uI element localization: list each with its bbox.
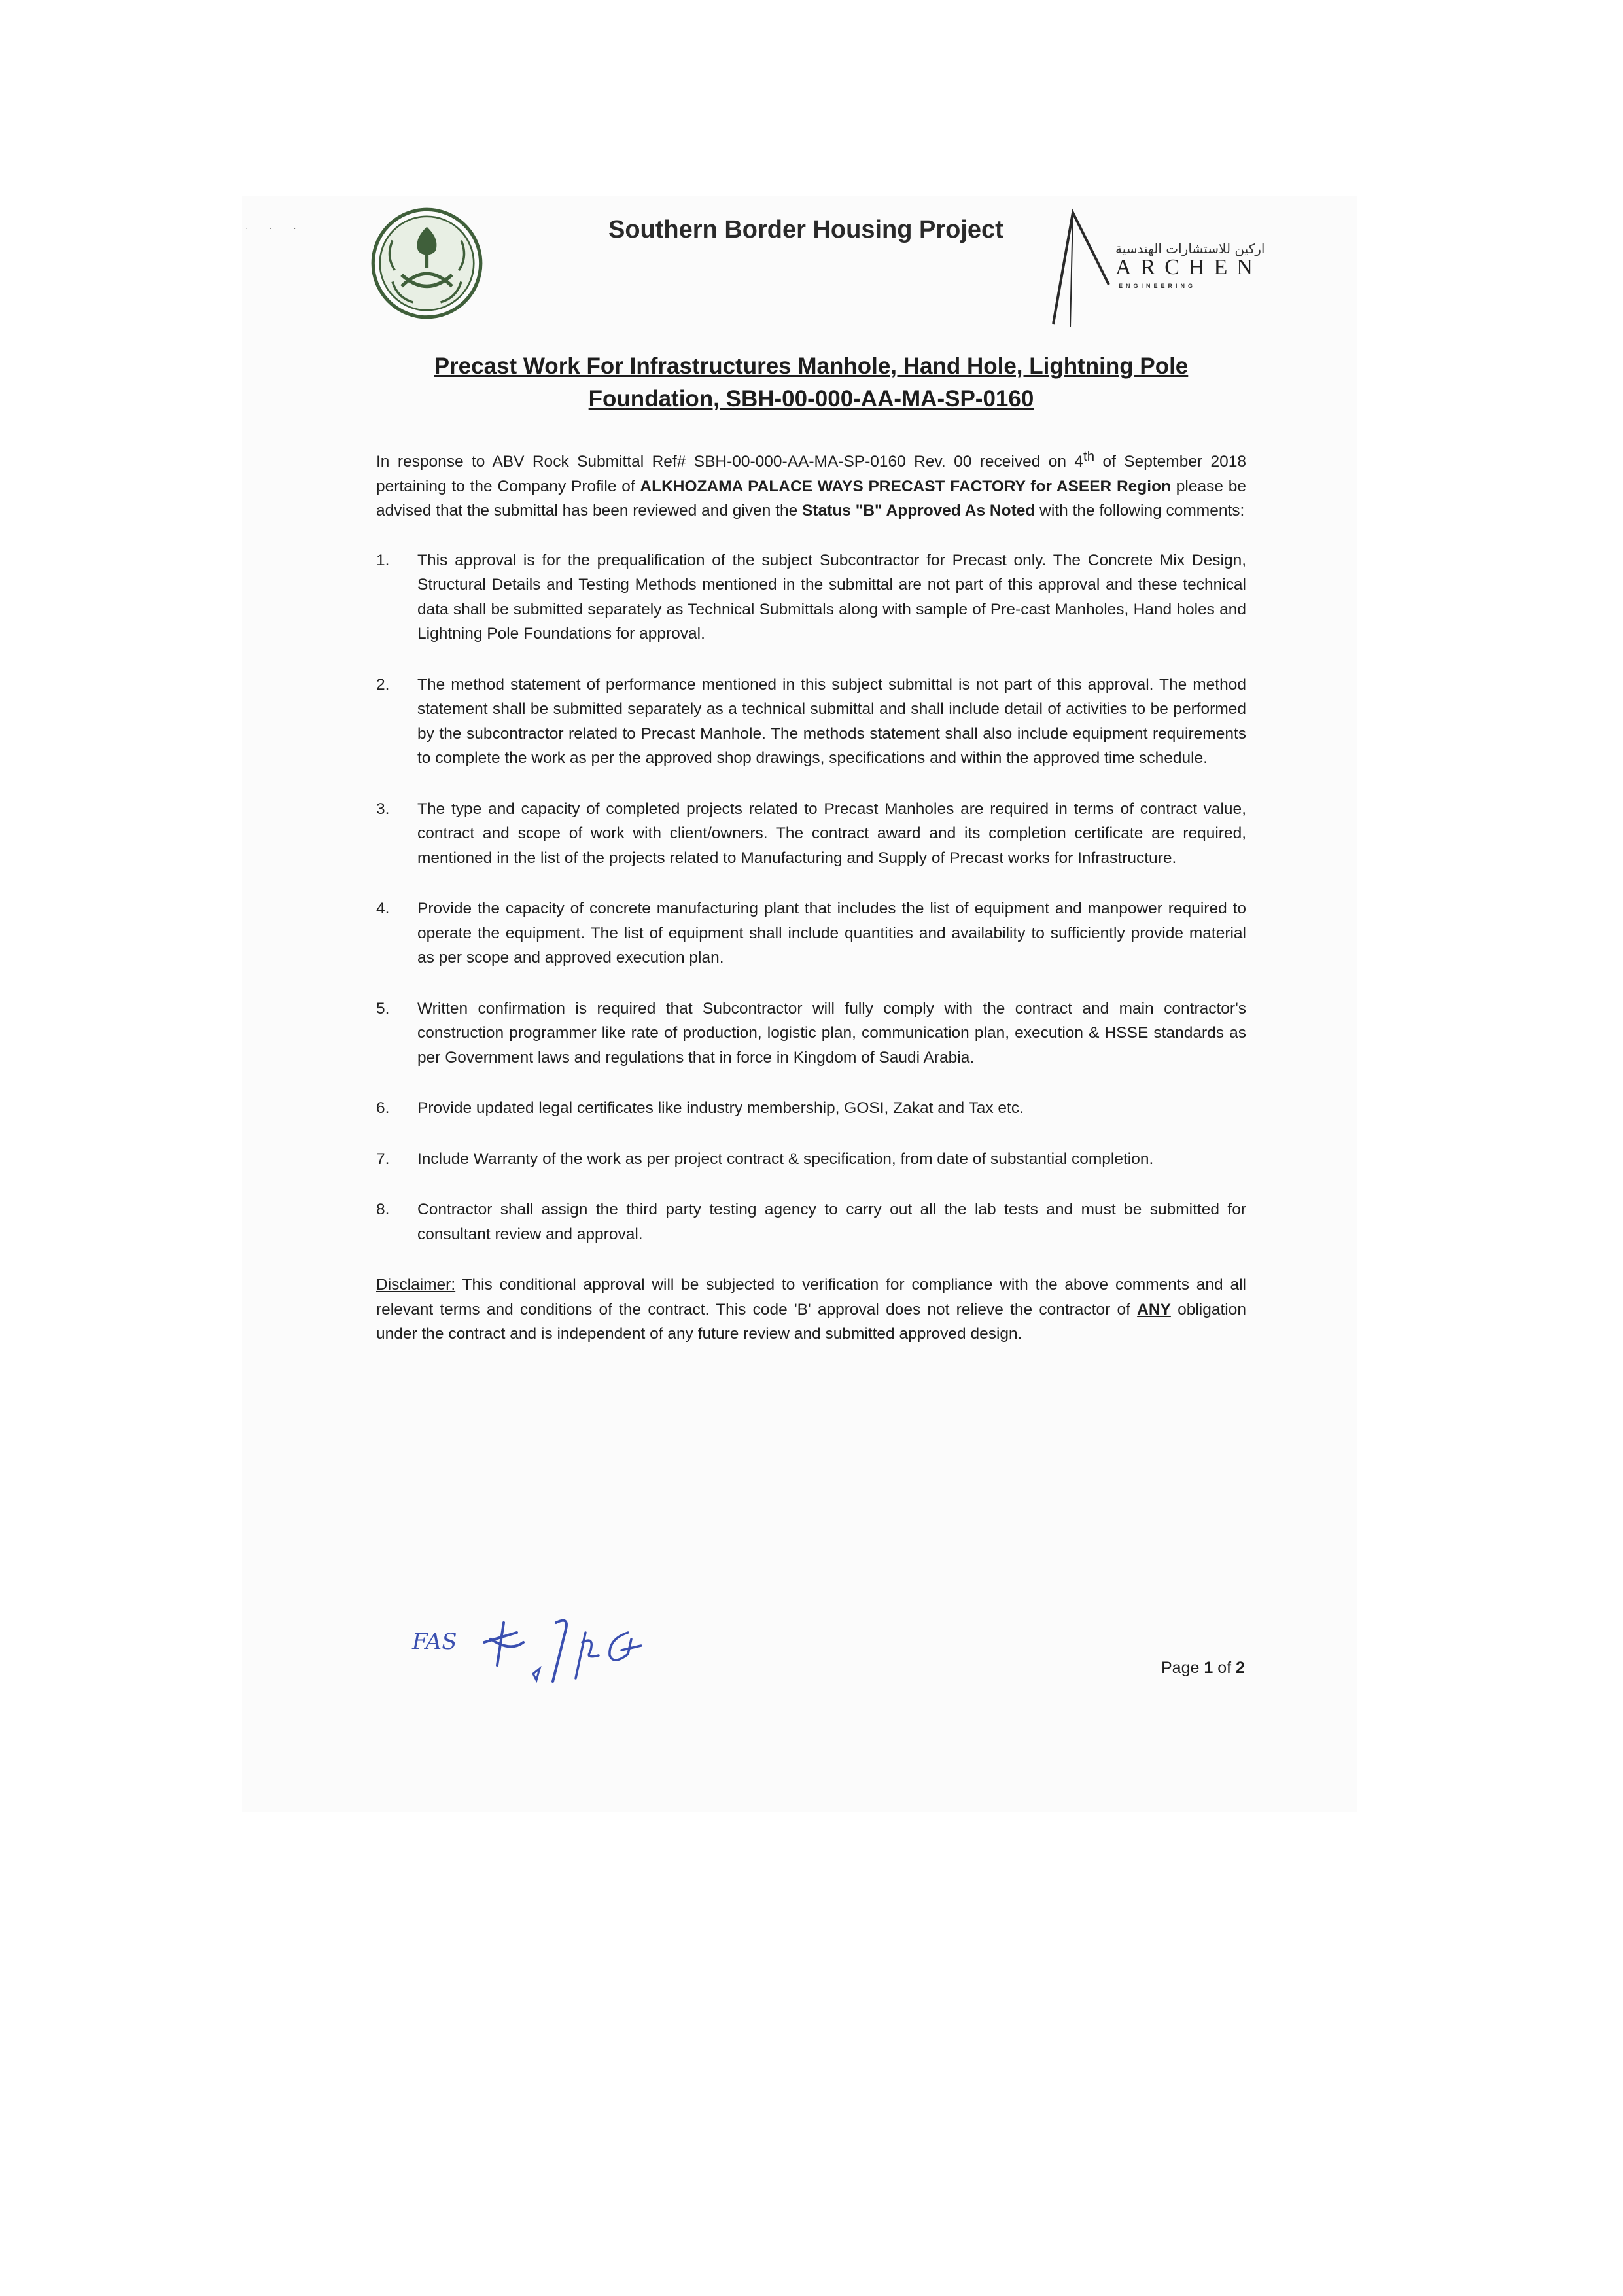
- document-title-line-2: Foundation, SBH-00-000-AA-MA-SP-0160: [588, 386, 1034, 412]
- list-item: 7. Include Warranty of the work as per project contract & specification, from date of substantial completion.: [376, 1150, 1154, 1168]
- list-item: 2. The method statement of performance mentioned in this subject submittal is not part of this approval. The method statement shall be submitted separately as a technical submittal and shall include detail of activities to be performed by the subcontractor related to Precast Manhole. The methods statement shall also include equipment requirements to complete the work as per the approved shop drawings, specifications and within the approved time schedule.: [376, 675, 1246, 768]
- page-number: Page 1 of 2: [1161, 1659, 1245, 1677]
- list-item: 5. Written confirmation is required that Subcontractor will fully comply with the contract and main contractor's construction programmer like rate of production, logistic plan, communication plan, execution & HSSE standards as per Government laws and regulations that in force in Kingdom of Saudi Arabia.: [376, 999, 1246, 1067]
- document-body: [376, 445, 1246, 1347]
- list-item: 8. Contractor shall assign the third party testing agency to carry out all the lab tests and must be submitted for consultant review and approval.: [376, 1201, 1246, 1243]
- list-item: 4. Provide the capacity of concrete manufacturing plant that includes the list of equipment and manpower required to operate the equipment. The list of equipment shall include quantities and availability to sufficiently provide material as per scope and approved execution plan.: [376, 900, 1246, 967]
- project-title: Southern Border Housing Project: [608, 216, 1003, 243]
- scan-marks: · · ·: [245, 222, 305, 233]
- document-title: [373, 350, 1249, 415]
- logo-name: ARCHEN: [1115, 255, 1262, 279]
- disclaimer-paragraph: Disclaimer: This conditional approval will be subjected to verification for compliance with the above comments and all relevant terms and conditions of the contract. This code 'B' approval does not relieve the contractor of ANY obligation under the contract and is independent of any future review and submitted approved design.: [376, 1276, 1246, 1343]
- list-item: 3. The type and capacity of completed projects related to Precast Manholes are required in terms of contract value, contract and scope of work with client/owners. The contract award and its completion certificate are required, mentioned in the list of the projects related to Manufacturing and Supply of Precast works for Infrastructure.: [376, 800, 1246, 867]
- intro-paragraph: In response to ABV Rock Submittal Ref# SBH-00-000-AA-MA-SP-0160 Rev. 00 received on 4th of September 2018 pertaining to the Company Profile of ALKHOZAMA PALACE WAYS PRECAST FACTORY for ASEER Region please be advised that the submittal has been reviewed and given the Status "B" Approved As Noted with the following comments:: [376, 450, 1247, 520]
- signature-initials: FAS: [412, 1629, 457, 1655]
- document-title-line-1: Precast Work For Infrastructures Manhole, Hand Hole, Lightning Pole: [434, 353, 1189, 379]
- saudi-emblem-icon: [370, 206, 484, 321]
- list-item: 6. Provide updated legal certificates like industry membership, GOSI, Zakat and Tax etc.: [376, 1099, 1024, 1118]
- comments-list: [376, 548, 1246, 1247]
- list-item: 1. This approval is for the prequalification of the subject Subcontractor for Precast only. The Concrete Mix Design, Structural Details and Testing Methods mentioned in the submittal are not part of this approval and these technical data shall be submitted separately as Technical Submittals along with sample of Pre-cast Manholes, Hand holes and Lightning Pole Foundations for approval.: [376, 551, 1246, 643]
- handwritten-signature: [406, 1603, 733, 1701]
- logo-subtitle: ENGINEERING: [1119, 283, 1196, 289]
- logo-arabic-text: اركين للاستشارات الهندسية: [1115, 241, 1265, 256]
